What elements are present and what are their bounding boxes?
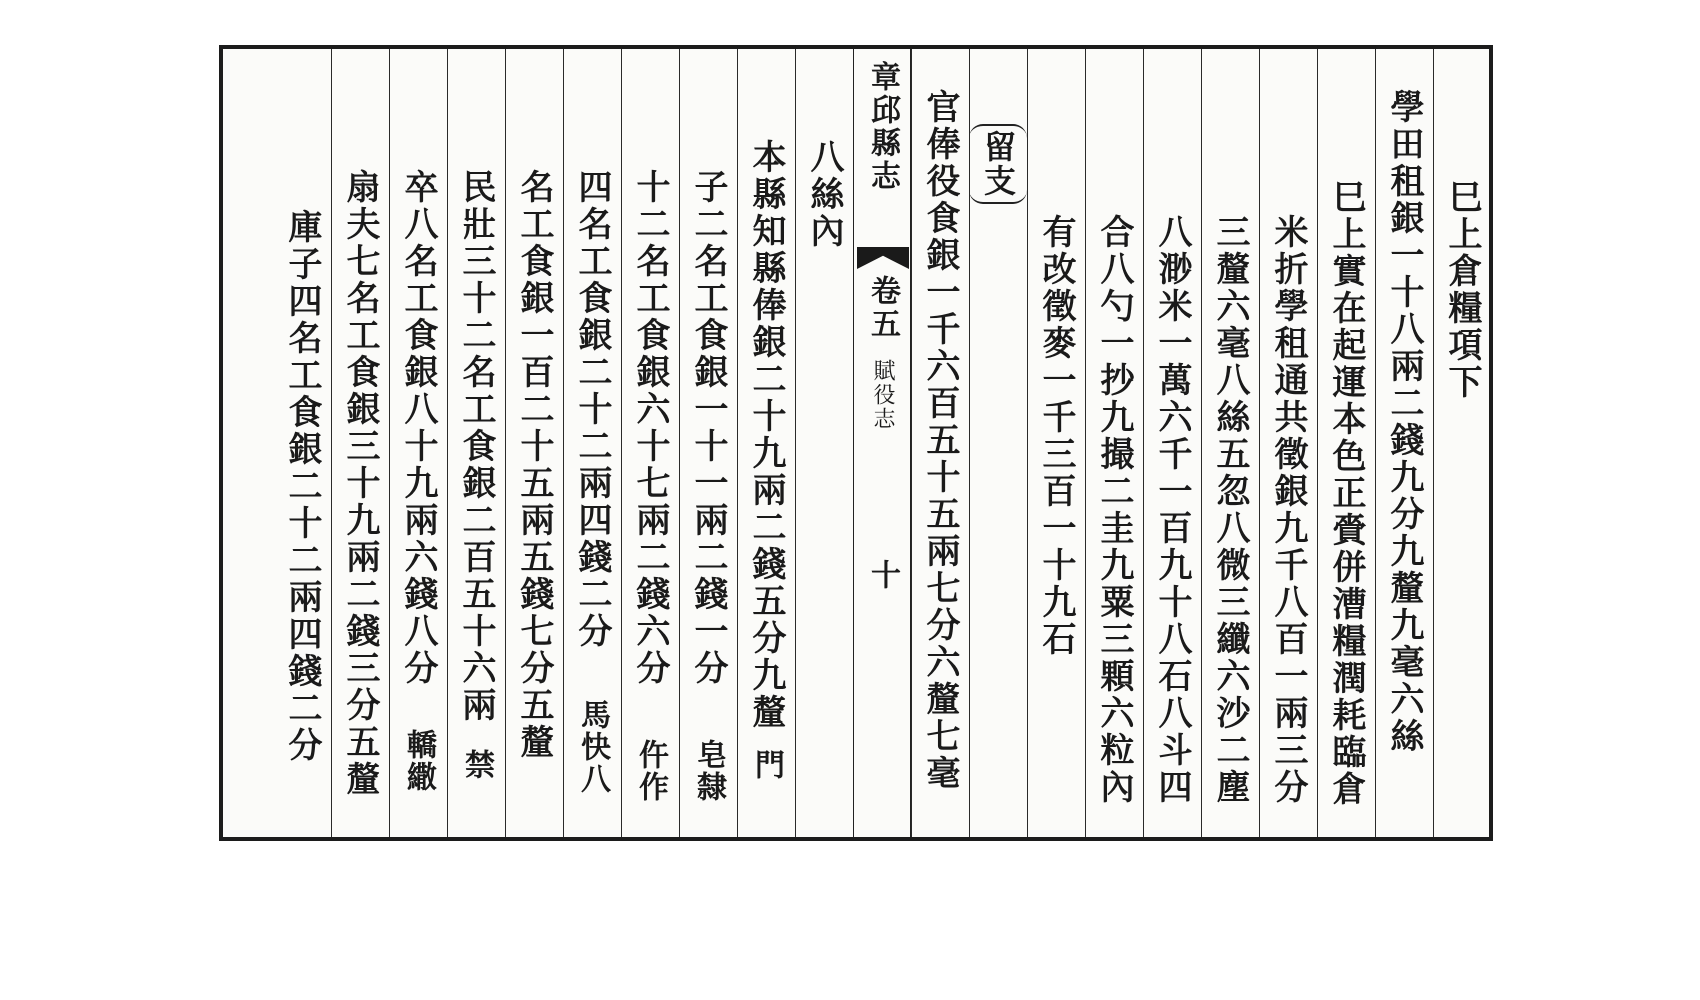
- text-column-2: [1375, 49, 1433, 837]
- section-label: 賦役志: [870, 359, 895, 431]
- column-tail-note: 仵作: [633, 739, 668, 803]
- center-block: [853, 49, 911, 837]
- column-text: 四名工食銀二十二兩四錢二分: [572, 169, 612, 650]
- column-text: 扇夫七名工食銀三十九兩二錢三分五釐: [340, 169, 380, 798]
- column-tail-note: 禁: [459, 749, 494, 781]
- column-tail-note: 皂隸: [691, 739, 726, 803]
- text-column-5: [1201, 49, 1259, 837]
- text-column-19: [389, 49, 447, 837]
- text-column-18: [447, 49, 505, 837]
- column-text: 卒八名工食銀八十九兩六錢八分: [398, 169, 438, 687]
- column-text: 本縣知縣俸銀二十九兩二錢五分九釐: [746, 139, 786, 731]
- column-text: 八渺米一萬六千一百九十八石八斗四: [1152, 214, 1192, 806]
- text-column-7: [1085, 49, 1143, 837]
- column-text: 子二名工食銀一十一兩二錢一分: [688, 169, 728, 687]
- column-text: 八絲內: [804, 139, 844, 250]
- text-column-1: [1433, 49, 1491, 837]
- folio-number: 十: [865, 559, 900, 592]
- text-column-13: [737, 49, 795, 837]
- text-column-8: [1027, 49, 1085, 837]
- volume-label: 卷五: [865, 275, 900, 341]
- column-tail-note: 轎繖: [401, 729, 436, 793]
- book-title: 章邱縣志: [865, 61, 900, 193]
- column-text: 學田租銀一十八兩二錢九分九釐九毫六絲: [1384, 89, 1424, 755]
- column-text: 巳上實在起運本色正賫併漕糧潤耗臨倉: [1326, 179, 1366, 808]
- column-tail-note: 門: [749, 749, 784, 781]
- text-column-10: [911, 49, 969, 837]
- column-text: 有改徵麥一千三百一十九石: [1036, 214, 1076, 658]
- text-column-17: [505, 49, 563, 837]
- text-column-15: [621, 49, 679, 837]
- column-text: 名工食銀一百二十五兩五錢七分五釐: [514, 169, 554, 761]
- column-text: 巳上倉糧項下: [1442, 179, 1482, 401]
- column-text: 米折學租通共徵銀九千八百一兩三分: [1268, 214, 1308, 806]
- page-frame: [219, 45, 1493, 841]
- text-column-21: [273, 49, 331, 837]
- column-text: 合八勺一抄九撮二圭九粟三顆六粒內: [1094, 214, 1134, 806]
- column-text: 十二名工食銀六十七兩二錢六分: [630, 169, 670, 687]
- column-text: 民壯三十二名工食銀二百五十六兩: [456, 169, 496, 724]
- text-column-3: [1317, 49, 1375, 837]
- text-column-9: [969, 49, 1027, 837]
- text-column-12: [795, 49, 853, 837]
- column-text: 三釐六毫八絲五忽八微三纖六沙二塵: [1210, 214, 1250, 806]
- column-tail-note: 馬快八: [575, 699, 610, 795]
- text-column-14: [679, 49, 737, 837]
- text-column-20: [331, 49, 389, 837]
- text-column-6: [1143, 49, 1201, 837]
- fishtail-mark: [857, 247, 909, 269]
- text-column-16: [563, 49, 621, 837]
- section-heading-liuzhi: 留支: [969, 124, 1027, 204]
- column-text: 官俸役食銀一千六百五十五兩七分六釐七毫: [920, 89, 960, 792]
- text-column-4: [1259, 49, 1317, 837]
- column-text: 庫子四名工食銀二十二兩四錢二分: [282, 209, 322, 764]
